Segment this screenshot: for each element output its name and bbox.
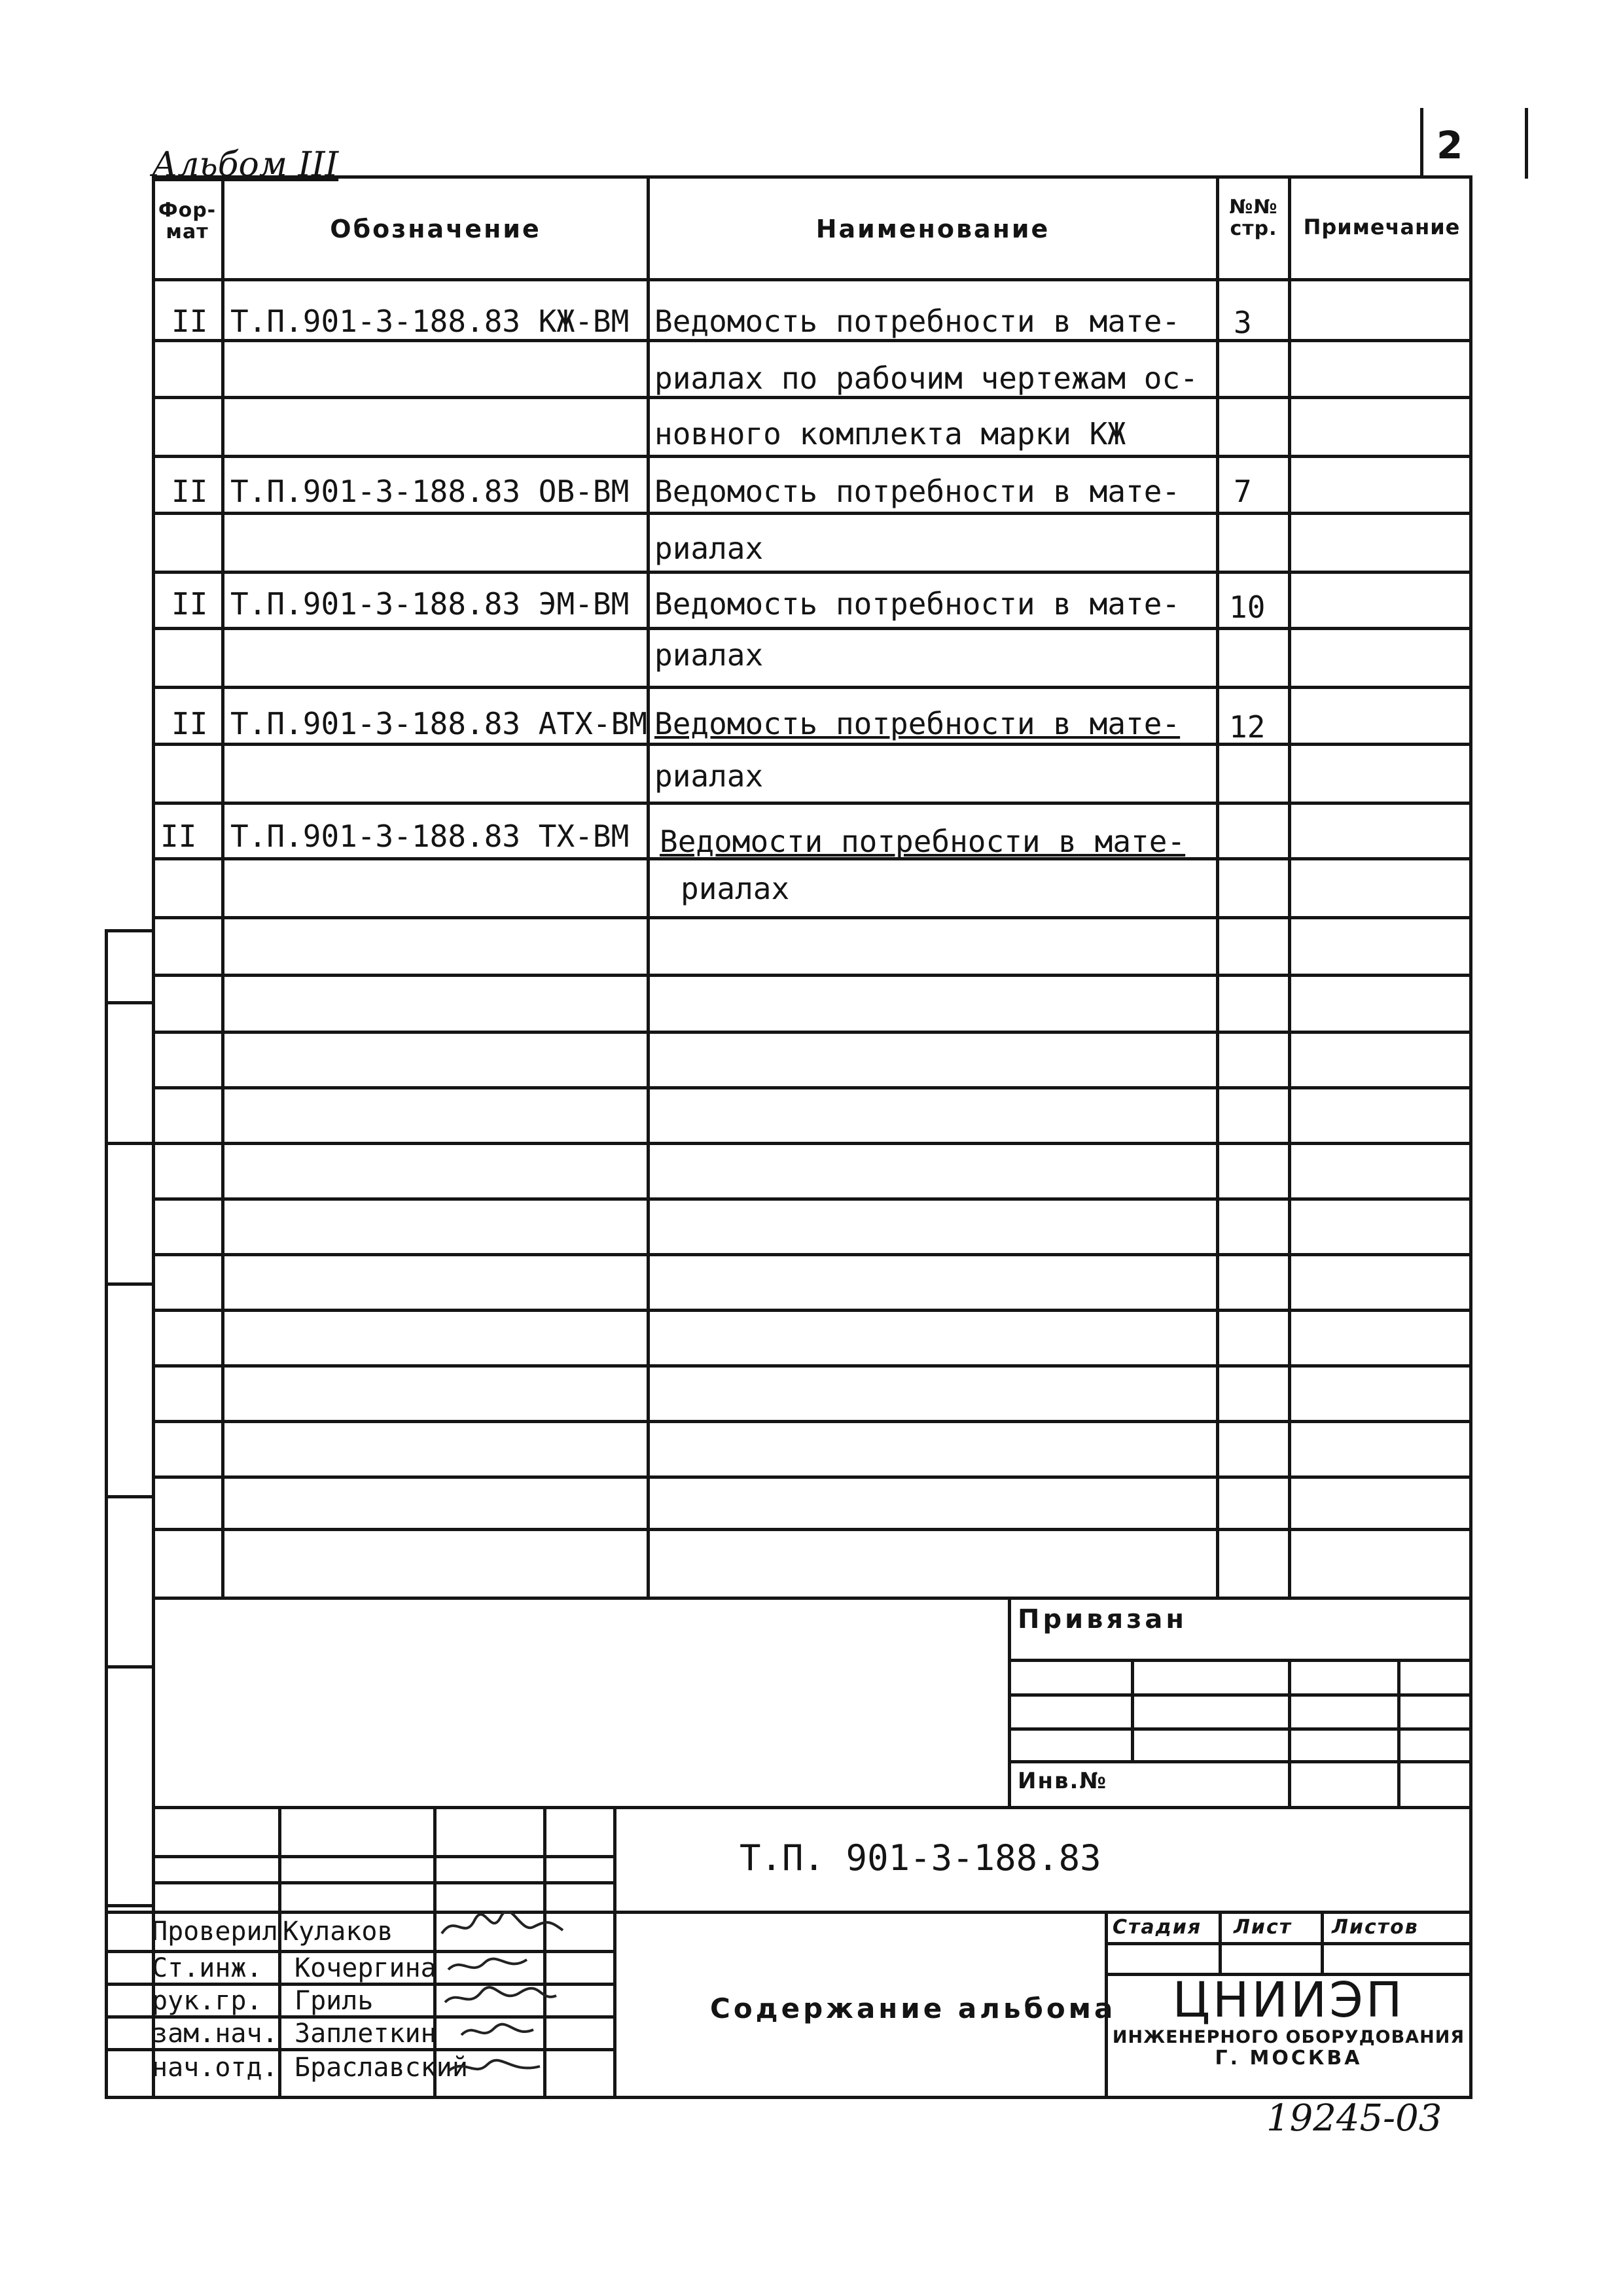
row-5-name-line-1: Ведомости потребности в мате-: [660, 824, 1186, 859]
row-3-name-line-2: риалах: [654, 637, 764, 673]
row-2-page: 7: [1234, 474, 1252, 509]
row-1-designation: Т.П.901-3-188.83 КЖ-ВМ: [230, 304, 630, 339]
row-2-designation: Т.П.901-3-188.83 ОВ-ВМ: [230, 474, 630, 509]
row-line: [152, 916, 1472, 919]
archive-number: 19245-03: [1266, 2097, 1442, 2140]
row-line: [152, 627, 1472, 630]
sig-name-3: Гриль: [294, 1986, 374, 2016]
attached-line: [1008, 1659, 1472, 1662]
row-5-name-line-2: риалах: [681, 871, 790, 906]
sheet-number-frame-left: [1420, 108, 1423, 179]
row-4-page: 12: [1229, 709, 1266, 745]
header-bottom-line: [152, 278, 1472, 281]
handwritten-signatures: [435, 1911, 573, 2096]
sig-role-2: Ст.инж.: [152, 1953, 262, 1983]
row-line: [152, 686, 1472, 689]
col-line: [1288, 175, 1291, 1597]
row-line: [152, 1142, 1472, 1145]
sheet-number: 2: [1436, 123, 1463, 168]
org-city: Г. МОСКВА: [1215, 2047, 1363, 2070]
attached-line: [1008, 1693, 1472, 1697]
attached-col: [1288, 1659, 1291, 1806]
row-2-name-line-1: Ведомость потребности в мате-: [654, 474, 1181, 509]
row-line: [152, 396, 1472, 399]
margin-tick: [105, 1665, 154, 1669]
margin-tick: [105, 1904, 154, 1907]
row-line: [152, 802, 1472, 805]
row-1-name-line-3: новного комплекта марки КЖ: [654, 416, 1126, 451]
row-line: [152, 571, 1472, 574]
header-format: Фор- мат: [158, 199, 217, 243]
row-line: [152, 1420, 1472, 1423]
sig-name-5: Браславский: [294, 2053, 468, 2083]
stage-line: [1105, 1942, 1472, 1945]
margin-tick: [105, 1495, 154, 1498]
sig-role-1: Проверил: [152, 1916, 278, 1947]
document-title: Содержание альбома: [710, 1992, 1116, 2024]
margin-tick: [105, 1142, 154, 1145]
stage-col: [1219, 1911, 1222, 1973]
header-designation: Обозначение: [330, 215, 541, 243]
row-1-format: II: [171, 304, 208, 339]
org-name: ЦНИИЭП: [1172, 1972, 1405, 2028]
margin-tick: [105, 929, 154, 932]
attached-col: [1397, 1659, 1400, 1806]
row-2-name-line-2: риалах: [654, 531, 764, 566]
row-5-format: II: [160, 819, 197, 854]
stage-col: [1321, 1911, 1324, 1973]
attached-line: [1008, 1760, 1472, 1763]
row-1-name-line-1: Ведомость потребности в мате-: [654, 304, 1181, 339]
sheets-label: Листов: [1332, 1916, 1419, 1939]
title-block-top-line: [152, 1806, 1472, 1809]
col-line: [1216, 175, 1219, 1597]
row-3-page: 10: [1229, 590, 1266, 625]
header-note: Примечание: [1303, 215, 1461, 239]
header-name: Наименование: [815, 215, 1050, 243]
sig-name-4: Заплеткин: [294, 2019, 437, 2049]
sig-line: [105, 1911, 1472, 1914]
row-line: [152, 1309, 1472, 1312]
org-subtitle: ИНЖЕНЕРНОГО ОБОРУДОВАНИЯ: [1112, 2027, 1465, 2047]
col-line: [221, 175, 224, 1597]
row-4-name-line-2: риалах: [654, 758, 764, 794]
document-code: Т.П. 901-3-188.83: [740, 1837, 1101, 1879]
table-bottom-line: [152, 1597, 1472, 1600]
header-page-no: №№ стр.: [1229, 196, 1278, 240]
margin-tick: [105, 1282, 154, 1286]
sig-name-2: Кочергина: [294, 1953, 437, 1983]
sig-role-4: зам.нач.: [152, 2019, 278, 2049]
row-line: [152, 743, 1472, 746]
row-line: [152, 1475, 1472, 1479]
row-line: [152, 455, 1472, 458]
inv-label: Инв.№: [1018, 1768, 1108, 1794]
row-4-designation: Т.П.901-3-188.83 АТХ-ВМ: [230, 706, 647, 741]
attached-label: Привязан: [1018, 1604, 1188, 1634]
row-4-name-line-1: Ведомость потребности в мате-: [654, 706, 1181, 741]
col-line: [647, 175, 650, 1597]
row-5-designation: Т.П.901-3-188.83 ТХ-ВМ: [230, 819, 630, 854]
sheet-number-frame-right: [1525, 108, 1528, 179]
row-1-name-line-2: риалах по рабочим чертежам ос-: [654, 361, 1198, 396]
row-4-format: II: [171, 706, 208, 741]
row-line: [152, 1197, 1472, 1201]
attached-col: [1131, 1659, 1134, 1760]
sheet-label: Лист: [1234, 1916, 1293, 1939]
sig-role-3: рук.гр.: [152, 1986, 262, 2016]
attached-line: [1008, 1727, 1472, 1731]
row-line: [152, 1364, 1472, 1368]
sig-col: [278, 1806, 281, 2096]
row-line: [152, 974, 1472, 977]
stage-label: Стадия: [1113, 1916, 1202, 1939]
row-line: [152, 1253, 1472, 1256]
attached-block-left: [1008, 1597, 1011, 1806]
row-3-designation: Т.П.901-3-188.83 ЭМ-ВМ: [230, 586, 630, 622]
album-label: Альбом III: [152, 145, 339, 185]
row-2-format: II: [171, 474, 208, 509]
row-line: [152, 339, 1472, 342]
row-line: [152, 1086, 1472, 1089]
margin-strip-line: [105, 929, 108, 2097]
row-3-format: II: [171, 586, 208, 622]
row-line: [152, 512, 1472, 515]
title-block-divider: [613, 1806, 616, 2096]
row-3-name-line-1: Ведомость потребности в мате-: [654, 586, 1181, 622]
sig-role-5: нач.отд.: [152, 2053, 278, 2083]
margin-tick: [105, 1001, 154, 1004]
row-1-page: 3: [1234, 305, 1252, 340]
row-line: [152, 1528, 1472, 1531]
row-line: [152, 1031, 1472, 1034]
sig-name-1: Кулаков: [283, 1916, 393, 1947]
